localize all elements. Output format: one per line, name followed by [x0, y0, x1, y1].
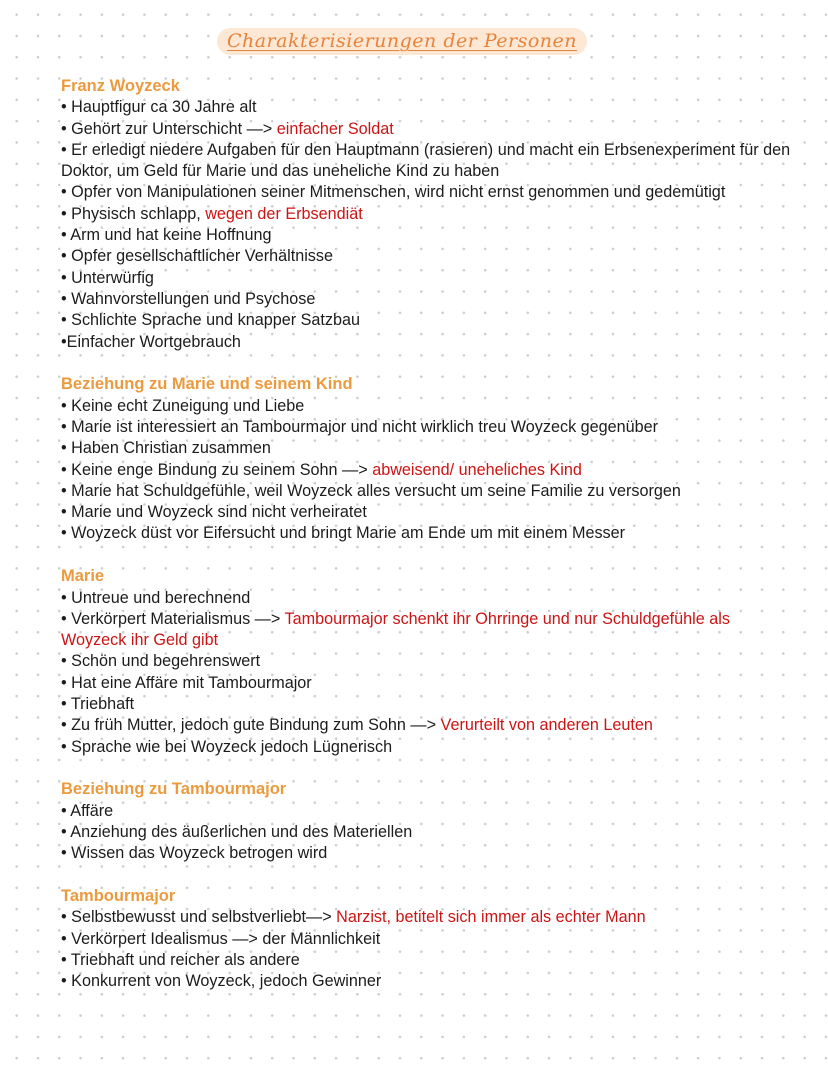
- section-heading: Marie: [61, 567, 105, 586]
- list-item: • Marie ist interessiert an Tambourmajor und nicht wirklich treu Woyzeck gegenüber: [61, 417, 659, 436]
- list-item: • Zu früh Mutter, jedoch gute Bindung zum Sohn —> Verurteilt von anderen Leuten: [61, 716, 653, 735]
- list-item: • Physisch schlapp, wegen der Erbsendiät: [61, 204, 363, 223]
- list-item: • Hat eine Affäre mit Tambourmajor: [61, 673, 312, 692]
- title-container: [0, 28, 828, 55]
- list-item: • Keine echt Zuneigung und Liebe: [61, 396, 305, 415]
- list-item: • Marie hat Schuldgefühle, weil Woyzeck alles versucht um seine Familie zu versorgen: [61, 481, 681, 500]
- list-item: • Arm und hat keine Hoffnung: [61, 226, 272, 245]
- section-heading: Franz Woyzeck: [61, 77, 180, 95]
- list-item: • Opfer von Manipulationen seiner Mitmenschen, wird nicht ernst genommen und gedemütigt: [61, 183, 726, 202]
- list-item: •Einfacher Wortgebrauch: [61, 332, 241, 351]
- list-item: • Woyzeck düst vor Eifersucht und bringt Marie am Ende um mit einem Messer: [61, 524, 626, 543]
- list-item: • Konkurrent von Woyzeck, jedoch Gewinner: [61, 972, 382, 991]
- section-marie: [61, 566, 796, 758]
- list-item: • Verkörpert Materialismus —> Tambourmajor schenkt ihr Ohrringe und nur Schuldgefühle als Woyzeck ihr Geld gibt: [61, 609, 730, 650]
- section-beziehung-marie: [61, 374, 796, 544]
- list-item: • Keine enge Bindung zu seinem Sohn —> abweisend/ uneheliches Kind: [61, 460, 582, 479]
- list-item: • Selbstbewusst und selbstverliebt—> Narzist, betitelt sich immer als echter Mann: [61, 908, 646, 927]
- list-item: • Affäre: [61, 801, 114, 820]
- section-heading: Beziehung zu Marie und seinem Kind: [61, 375, 353, 394]
- list-item: • Unterwürfig: [61, 268, 154, 287]
- section-heading: Beziehung zu Tambourmajor: [61, 780, 287, 799]
- list-item: • Verkörpert Idealismus —> der Männlichkeit: [61, 929, 381, 948]
- list-item: • Triebhaft und reicher als andere: [61, 950, 300, 969]
- list-item: • Schlichte Sprache und knapper Satzbau: [61, 311, 361, 330]
- list-item: • Opfer gesellschaftlicher Verhältnisse: [61, 247, 333, 266]
- page-title: Charakterisierungen der Personen: [217, 28, 587, 55]
- list-item: • Triebhaft: [61, 695, 135, 714]
- list-item: • Untreue und berechnend: [61, 588, 251, 607]
- list-item: • Er erledigt niedere Aufgaben für den Hauptmann (rasieren) und macht ein Erbsenexperiment für den Doktor, um Geld für Marie und das uneheliche Kind zu haben: [61, 140, 791, 181]
- section-beziehung-tambourmajor: [61, 779, 796, 864]
- list-item: • Marie und Woyzeck sind nicht verheiratet: [61, 503, 367, 522]
- section-heading: Tambourmajor: [61, 887, 176, 906]
- list-item: • Anziehung des äußerlichen und des Materiellen: [61, 823, 413, 841]
- section-tambourmajor: [61, 886, 796, 992]
- list-item: • Sprache wie bei Woyzeck jedoch Lügnerisch: [61, 737, 393, 756]
- list-item: • Wissen das Woyzeck betrogen wird: [61, 844, 328, 863]
- section-franz-woyzeck: [61, 76, 796, 353]
- list-item: • Wahnvorstellungen und Psychose: [61, 289, 316, 308]
- list-item: • Gehört zur Unterschicht —> einfacher Soldat: [61, 119, 394, 138]
- list-item: • Schön und begehrenswert: [61, 652, 261, 671]
- list-item: • Haben Christian zusammen: [61, 439, 271, 458]
- list-item: • Hauptfigur ca 30 Jahre alt: [61, 98, 257, 117]
- notes-content: [61, 76, 796, 1014]
